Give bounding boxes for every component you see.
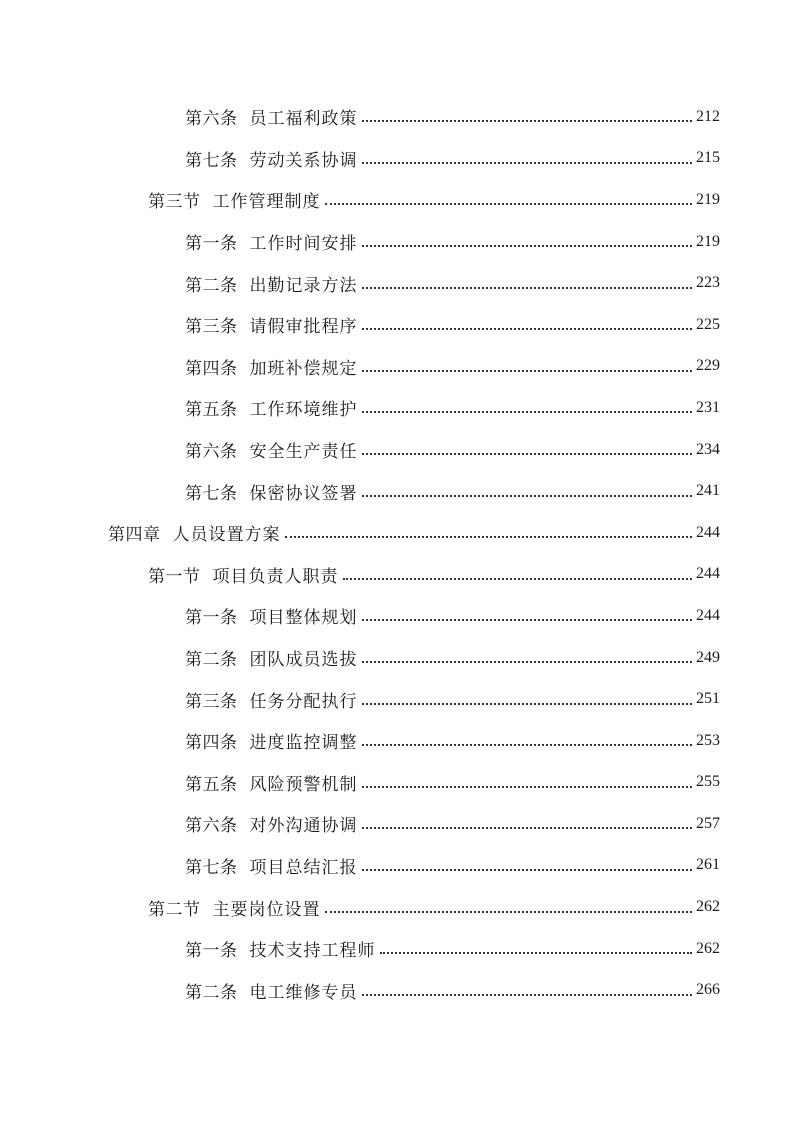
toc-entry-title: 主要岗位设置 (212, 899, 321, 920)
toc-entry-title: 团队成员选拔 (249, 650, 358, 671)
toc-entry-title: 对外沟通协调 (249, 816, 358, 837)
toc-entry-number: 第七条 (185, 857, 238, 878)
toc-entry-page-number: 249 (696, 648, 720, 666)
toc-entry-title: 项目整体规划 (249, 608, 358, 629)
toc-entry-number: 第一条 (185, 234, 238, 255)
toc-entry-number: 第七条 (185, 150, 238, 171)
dot-leader (362, 244, 693, 247)
toc-entry-number: 第四条 (185, 733, 238, 754)
toc-entry[interactable] (0, 595, 793, 637)
toc-entry-page-number: 244 (696, 606, 720, 624)
toc-entry[interactable] (0, 845, 793, 887)
toc-entry-title: 劳动关系协调 (249, 150, 358, 171)
toc-entry-number: 第三条 (185, 317, 238, 338)
toc-entry-title: 工作时间安排 (249, 234, 358, 255)
toc-entry-page-number: 253 (696, 731, 720, 749)
dot-leader (380, 951, 693, 954)
toc-entry-page-number: 234 (696, 440, 720, 458)
toc-entry-number: 第一条 (185, 608, 238, 629)
table-of-contents (0, 96, 793, 1011)
toc-entry-page-number: 244 (696, 565, 720, 583)
toc-entry[interactable] (0, 928, 793, 970)
toc-entry-title: 进度监控调整 (249, 733, 358, 754)
toc-entry-number: 第二条 (185, 275, 238, 296)
toc-entry-page-number: 219 (696, 190, 720, 208)
toc-entry[interactable] (0, 346, 793, 388)
dot-leader (362, 702, 693, 705)
dot-leader (325, 202, 693, 205)
toc-entry-title: 保密协议签署 (249, 483, 358, 504)
toc-entry[interactable] (0, 387, 793, 429)
toc-entry-page-number: 261 (696, 856, 720, 874)
toc-entry-page-number: 212 (696, 107, 720, 125)
toc-entry[interactable] (0, 304, 793, 346)
toc-entry-number: 第二条 (185, 982, 238, 1003)
toc-entry-number: 第五条 (185, 774, 238, 795)
toc-entry-title: 请假审批程序 (249, 317, 358, 338)
toc-entry-page-number: 251 (696, 690, 720, 708)
toc-entry-page-number: 255 (696, 773, 720, 791)
toc-entry-title: 工作管理制度 (212, 192, 321, 213)
toc-entry-page-number: 244 (696, 523, 720, 541)
toc-entry-number: 第四章 (108, 525, 161, 546)
toc-entry[interactable] (0, 678, 793, 720)
dot-leader (362, 743, 693, 746)
toc-entry-page-number: 229 (696, 357, 720, 375)
toc-entry-page-number: 215 (696, 149, 720, 167)
dot-leader (362, 868, 693, 871)
toc-entry-page-number: 257 (696, 814, 720, 832)
toc-entry-title: 项目负责人职责 (212, 566, 339, 587)
toc-entry-title: 加班补偿规定 (249, 358, 358, 379)
toc-entry-number: 第三节 (148, 192, 201, 213)
toc-entry[interactable] (0, 762, 793, 804)
toc-entry-title: 技术支持工程师 (249, 941, 376, 962)
dot-leader (362, 826, 693, 829)
toc-entry-number: 第四条 (185, 358, 238, 379)
toc-entry[interactable] (0, 720, 793, 762)
dot-leader (362, 452, 693, 455)
dot-leader (362, 410, 693, 413)
toc-entry-number: 第六条 (185, 816, 238, 837)
dot-leader (362, 161, 693, 164)
toc-entry-number: 第六条 (185, 109, 238, 130)
toc-entry-number: 第一条 (185, 941, 238, 962)
toc-entry-title: 出勤记录方法 (249, 275, 358, 296)
toc-entry-page-number: 225 (696, 315, 720, 333)
toc-entry-title: 项目总结汇报 (249, 857, 358, 878)
toc-entry-number: 第七条 (185, 483, 238, 504)
toc-entry[interactable] (0, 512, 793, 554)
toc-entry-number: 第二节 (148, 899, 201, 920)
toc-entry-title: 风险预警机制 (249, 774, 358, 795)
toc-entry[interactable] (0, 969, 793, 1011)
toc-entry[interactable] (0, 554, 793, 596)
toc-entry[interactable] (0, 803, 793, 845)
toc-entry-title: 任务分配执行 (249, 691, 358, 712)
dot-leader (362, 286, 693, 289)
toc-entry[interactable] (0, 221, 793, 263)
toc-entry-number: 第二条 (185, 650, 238, 671)
dot-leader (362, 993, 693, 996)
toc-entry-title: 安全生产责任 (249, 442, 358, 463)
dot-leader (362, 618, 693, 621)
dot-leader (285, 535, 693, 538)
toc-entry-number: 第五条 (185, 400, 238, 421)
dot-leader (362, 785, 693, 788)
toc-entry-page-number: 231 (696, 398, 720, 416)
toc-entry[interactable] (0, 429, 793, 471)
dot-leader (362, 494, 693, 497)
dot-leader (362, 119, 693, 122)
toc-entry[interactable] (0, 138, 793, 180)
toc-entry-page-number: 262 (696, 939, 720, 957)
toc-entry-title: 电工维修专员 (249, 982, 358, 1003)
toc-entry[interactable] (0, 96, 793, 138)
toc-entry[interactable] (0, 637, 793, 679)
toc-entry-title: 人员设置方案 (172, 525, 281, 546)
toc-entry-title: 工作环境维护 (249, 400, 358, 421)
toc-entry-page-number: 262 (696, 898, 720, 916)
toc-entry-number: 第六条 (185, 442, 238, 463)
dot-leader (325, 910, 693, 913)
toc-entry[interactable] (0, 262, 793, 304)
toc-entry-page-number: 219 (696, 232, 720, 250)
toc-entry-page-number: 223 (696, 274, 720, 292)
toc-entry-page-number: 266 (696, 981, 720, 999)
dot-leader (362, 369, 693, 372)
toc-entry-number: 第三条 (185, 691, 238, 712)
toc-entry[interactable] (0, 179, 793, 221)
toc-entry[interactable] (0, 470, 793, 512)
toc-entry-number: 第一节 (148, 566, 201, 587)
dot-leader (362, 660, 693, 663)
toc-entry-page-number: 241 (696, 482, 720, 500)
dot-leader (343, 577, 693, 580)
toc-entry[interactable] (0, 886, 793, 928)
toc-entry-title: 员工福利政策 (249, 109, 358, 130)
dot-leader (362, 327, 693, 330)
